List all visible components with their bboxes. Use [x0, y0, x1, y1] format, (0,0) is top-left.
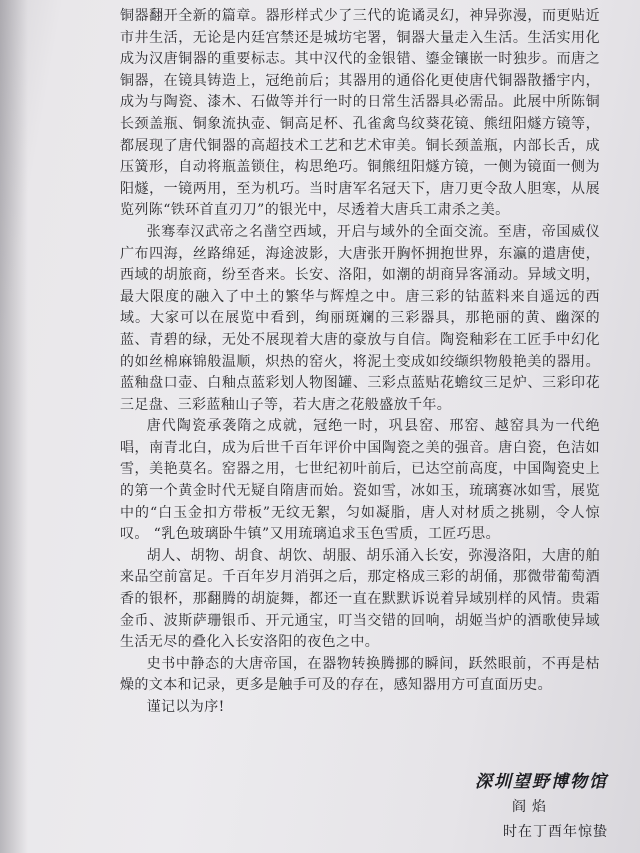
preface-body	[120, 6, 600, 719]
museum-name: 深圳望野博物馆	[475, 772, 608, 792]
author-name: 阎焰	[512, 799, 552, 815]
paragraph-bronze-ware: 铜器翻开全新的篇章。器形样式少了三代的诡谲灵幻，神异弥漫，而更贴近市井生活，无论是内廷宫禁还是城坊宅署，铜器大量走入生活。生活实用化成为汉唐铜器的重要标志。其中汉代的金银错、鎏金镶嵌一时独步。而唐之铜器，在镜具铸造上，冠绝前后；其器用的通俗化更使唐代铜器散播宇内，成为与陶瓷、漆木、石做等并行一时的日常生活器具必需品。此展中所陈铜长颈盖瓶、铜象流执壶、铜高足杯、孔雀禽鸟纹葵花镜、熊纽阳燧方镜等，都展现了唐代铜器的高超技术工艺和艺术审美。铜长颈盖瓶，内部长舌，成压簧形，自动将瓶盖锁住，构思绝巧。铜熊纽阳燧方镜，一侧为镜面一侧为阳燧，一镜两用，至为机巧。当时唐军名冠天下，唐刀更令敌人胆寒，从展览列陈“铁环首直刃刀”的银光中，尽透着大唐兵工肃杀之美。	[120, 8, 600, 219]
signature-date: 时在丁酉年惊蛰	[503, 824, 608, 840]
paragraph-silk-road: 张骞奉汉武帝之名凿空西域，开启与域外的全面交流。至唐，帝国威仪广布四海，丝路绵延，海途波影，大唐张开胸怀拥抱世界，东瀛的遣唐使，西域的胡旅商，纷至沓来。长安、洛阳，如潮的胡商异客涌动。异域文明，最大限度的融入了中土的繁华与辉煌之中。唐三彩的钴蓝料来自遥远的西域。大家可以在展览中看到，绚丽斑斓的三彩器具，那艳丽的黄、幽深的蓝、青碧的绿，无处不展现着大唐的豪放与自信。陶瓷釉彩在工匠手中幻化的如丝棉麻锦般温顺，炽热的窑火，将泥土变成如绞缬织物般艳美的器用。蓝釉盘口壶、白釉点蓝彩划人物图罐、三彩点蓝贴花蟾纹三足炉、三彩印花三足盘、三彩蓝釉山子等，若大唐之花般盛放千年。	[120, 223, 600, 413]
paragraph-history: 史书中静态的大唐帝国，在器物转换腾挪的瞬间，跃然眼前，不再是枯燥的文本和记录，更多是触手可及的存在，感知器用方可直面历史。	[120, 655, 600, 694]
paragraph-closing: 谨记以为序!	[146, 699, 225, 715]
page-binding-shadow	[0, 0, 28, 853]
paragraph-ceramics: 唐代陶瓷承袭隋之成就，冠绝一时，巩县窑、邢窑、越窑具为一代绝唱，南青北白，成为后世千百年评价中国陶瓷之美的强音。唐白瓷，色洁如雪，美艳莫名。窑器之用，七世纪初叶前后，已达空前高度，中国陶瓷史上的第一个黄金时代无疑自隋唐而始。瓷如雪，冰如玉，琉璃赛冰如雪，展览中的“白玉金扣方带板”无纹无絮，匀如凝脂，唐人对材质之挑剔，令人惊叹。 “乳色玻璃卧牛镇”又用琉璃追求玉色雪质，工匠巧思。	[120, 418, 600, 543]
paragraph-foreign-goods: 胡人、胡物、胡食、胡饮、胡服、胡乐涌入长安，弥漫洛阳，大唐的舶来品空前富足。千百年岁月消弭之后，那定格成三彩的胡俑，那微带葡萄酒香的银杯，那翻腾的胡旋舞，都还一直在默默诉说着异域别样的风情。贵霜金币、波斯萨珊银币、开元通宝，叮当交错的回响，胡姬当炉的酒歌使异域生活无尽的叠化入长安洛阳的夜色之中。	[120, 547, 600, 651]
signature-block	[348, 770, 608, 844]
